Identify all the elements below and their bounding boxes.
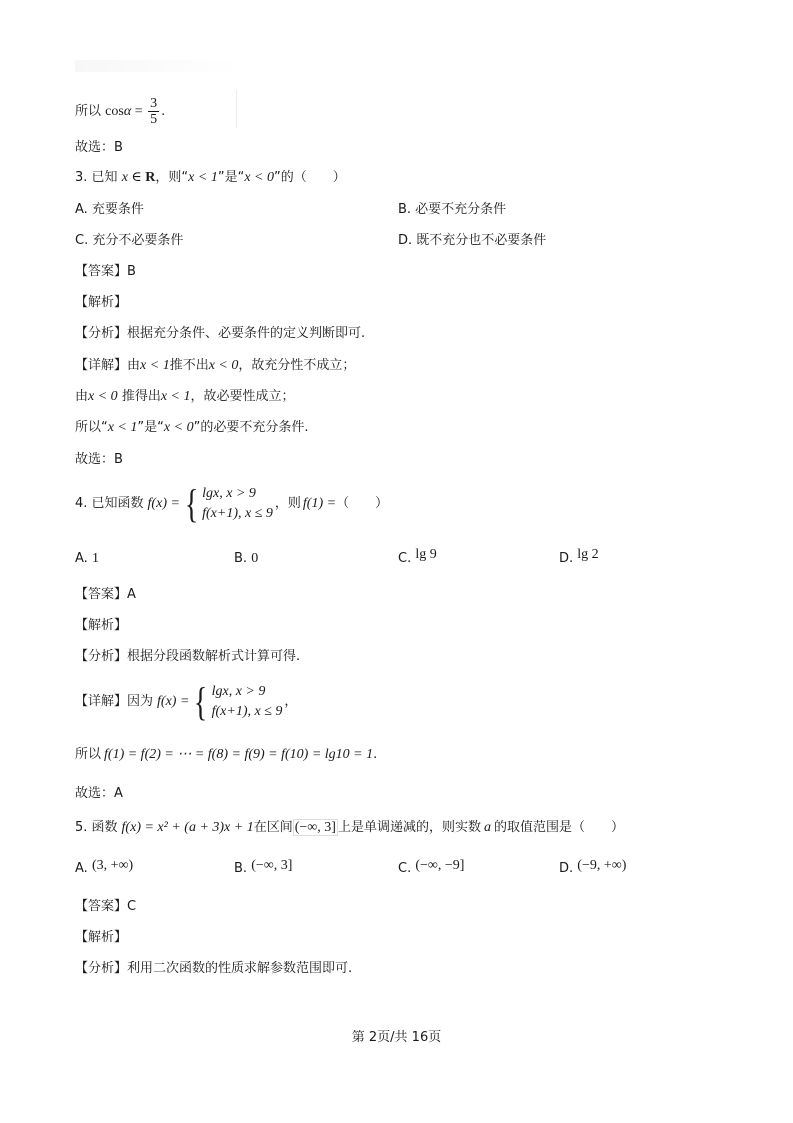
fenxi-line xyxy=(75,325,365,343)
text: 所以“ xyxy=(75,420,108,435)
analysis-heading: 【解析】 xyxy=(75,295,128,310)
text: 由 xyxy=(75,389,89,404)
math-condition-1: x < 1 xyxy=(188,170,218,185)
q5-option-a xyxy=(75,860,133,878)
option-value: lg 2 xyxy=(577,547,599,562)
scan-divider xyxy=(236,90,237,128)
q5-option-d xyxy=(559,860,626,878)
text: 所以 xyxy=(75,747,102,762)
selection-line: 故选：B xyxy=(75,452,123,467)
case-1: lgx, x > 9 xyxy=(211,684,266,699)
option-b: B. 必要不充分条件 xyxy=(398,202,507,217)
text: ，则 xyxy=(274,496,301,511)
option-label: A. xyxy=(75,551,88,566)
option-label: D. xyxy=(559,551,574,566)
option-label: A. xyxy=(75,861,88,876)
math-condition-2: x < 0 xyxy=(244,170,274,185)
selection-line: 故选：A xyxy=(75,786,123,801)
detail-line-2 xyxy=(75,388,295,406)
text: 上是单调递减的，则实数 xyxy=(337,820,481,835)
option-value: (−9, +∞) xyxy=(577,858,627,873)
math-fx: f(x) = x² + (a + 3)x + 1 xyxy=(121,820,254,835)
option-d: D. 既不充分也不必要条件 xyxy=(398,233,547,248)
xiangjie-tag: 【详解】 xyxy=(75,694,128,709)
text: 推不出 xyxy=(169,358,209,373)
text: ”是“ xyxy=(217,170,245,185)
piecewise-brace xyxy=(182,481,273,526)
math: x < 1 xyxy=(107,420,138,435)
math-a: a xyxy=(483,820,491,835)
case-2: f(x+1), x ≤ 9 xyxy=(211,704,283,719)
math-fx: f(x) = xyxy=(147,496,180,511)
answer-line xyxy=(75,898,136,916)
piecewise-brace xyxy=(191,679,283,724)
q4-option-b xyxy=(234,550,258,568)
text: 3. 已知 xyxy=(75,170,118,185)
fenxi-tag: 【分析】 xyxy=(75,961,128,976)
question-3-stem xyxy=(75,169,346,187)
math: x < 0 xyxy=(163,420,194,435)
text: 因为 xyxy=(127,694,154,709)
answer-value: C xyxy=(127,899,137,914)
text: 推得出 xyxy=(117,389,161,404)
option-a: A. 充要条件 xyxy=(75,202,144,217)
question-5-stem xyxy=(75,819,624,837)
option-value: 0 xyxy=(251,551,259,566)
fenxi-line xyxy=(75,648,300,666)
fenxi-text: 利用二次函数的性质求解参数范围即可. xyxy=(127,961,353,976)
math-f1: f(1) = xyxy=(302,496,337,511)
math-R: R xyxy=(145,170,156,185)
math: x < 0 xyxy=(88,389,118,404)
q4-option-c xyxy=(398,547,437,568)
answer-value: B xyxy=(127,264,136,279)
answer-value: A xyxy=(127,587,136,602)
option-value: lg 9 xyxy=(415,547,437,562)
math-fx: f(x) = xyxy=(157,694,190,709)
option-value: (−∞, 3] xyxy=(251,858,293,873)
cases xyxy=(202,484,273,524)
fenxi-text: 根据分段函数解析式计算可得. xyxy=(127,649,301,664)
text: 在区间 xyxy=(253,820,293,835)
fenxi-line xyxy=(75,960,352,978)
case-2: f(x+1), x ≤ 9 xyxy=(202,506,273,521)
math-alpha: α xyxy=(123,104,132,119)
text: . xyxy=(373,747,378,762)
text: （ ） xyxy=(336,496,389,511)
cos-conclusion-line xyxy=(75,96,165,127)
math: x < 0 xyxy=(208,358,239,373)
brace-glyph: { xyxy=(184,481,199,526)
fenxi-tag: 【分析】 xyxy=(75,649,128,664)
case-1: lgx, x > 9 xyxy=(202,486,256,501)
option-c: C. 充分不必要条件 xyxy=(75,233,184,248)
text: 5. 函数 xyxy=(75,820,118,835)
text: 的取值范围是（ ） xyxy=(493,820,624,835)
option-label: C. xyxy=(398,551,412,566)
math: x < 1 xyxy=(160,389,191,404)
fraction-3-5 xyxy=(148,96,159,127)
question-4-stem xyxy=(75,482,388,526)
math: x < 1 xyxy=(140,358,170,373)
option-label: B. xyxy=(234,551,248,566)
text: ， xyxy=(284,694,298,709)
fraction-denominator: 5 xyxy=(150,112,158,127)
answer-line xyxy=(75,263,136,281)
option-label: B. xyxy=(234,861,248,876)
detail-line-1 xyxy=(75,680,297,724)
text: ，则“ xyxy=(155,170,189,185)
brace-glyph: { xyxy=(194,679,208,724)
analysis-heading: 【解析】 xyxy=(75,930,128,945)
text: 所以 xyxy=(75,104,102,119)
faint-scan-mark xyxy=(75,60,240,72)
text: 由 xyxy=(127,358,141,373)
answer-line xyxy=(75,586,136,604)
answer-tag: 【答案】 xyxy=(75,264,128,279)
fenxi-text: 根据充分条件、必要条件的定义判断即可. xyxy=(127,326,366,341)
detail-line-1 xyxy=(75,357,355,375)
q4-option-d xyxy=(559,547,599,568)
option-value: (3, +∞) xyxy=(91,858,134,873)
text: . xyxy=(161,104,166,119)
detail-line-2 xyxy=(75,746,377,764)
text: ”的必要不充分条件. xyxy=(193,420,309,435)
math-x: x xyxy=(121,170,128,185)
math-cos: cos xyxy=(105,104,124,119)
math-chain: f(1) = f(2) = ⋯ = f(8) = f(9) = f(10) = lg10 = 1 xyxy=(104,747,374,762)
option-label: D. xyxy=(559,861,574,876)
q4-option-a xyxy=(75,550,99,568)
text: ，故充分性不成立； xyxy=(238,358,356,373)
q5-option-b xyxy=(234,860,292,878)
answer-tag: 【答案】 xyxy=(75,899,128,914)
text: 4. 已知函数 xyxy=(75,496,144,511)
answer-tag: 【答案】 xyxy=(75,587,128,602)
option-value: 1 xyxy=(91,551,99,566)
option-value: (−∞, −9] xyxy=(415,858,465,873)
analysis-heading: 【解析】 xyxy=(75,618,128,633)
text: ”的（ ） xyxy=(273,170,346,185)
selection-line: 故选：B xyxy=(75,140,123,155)
text: ，故必要性成立； xyxy=(190,389,295,404)
detail-line-3 xyxy=(75,419,308,437)
xiangjie-tag: 【详解】 xyxy=(75,358,128,373)
q5-option-c xyxy=(398,860,464,878)
fenxi-tag: 【分析】 xyxy=(75,326,128,341)
fraction-numerator: 3 xyxy=(150,96,158,111)
math-eq: = xyxy=(131,104,147,119)
page-number: 第 2页/共 16页 xyxy=(351,1030,442,1045)
math-in: ∈ xyxy=(127,170,146,185)
cases xyxy=(212,682,283,722)
option-label: C. xyxy=(398,861,412,876)
text: ”是“ xyxy=(137,420,164,435)
math-interval: (−∞, 3] xyxy=(294,820,336,835)
